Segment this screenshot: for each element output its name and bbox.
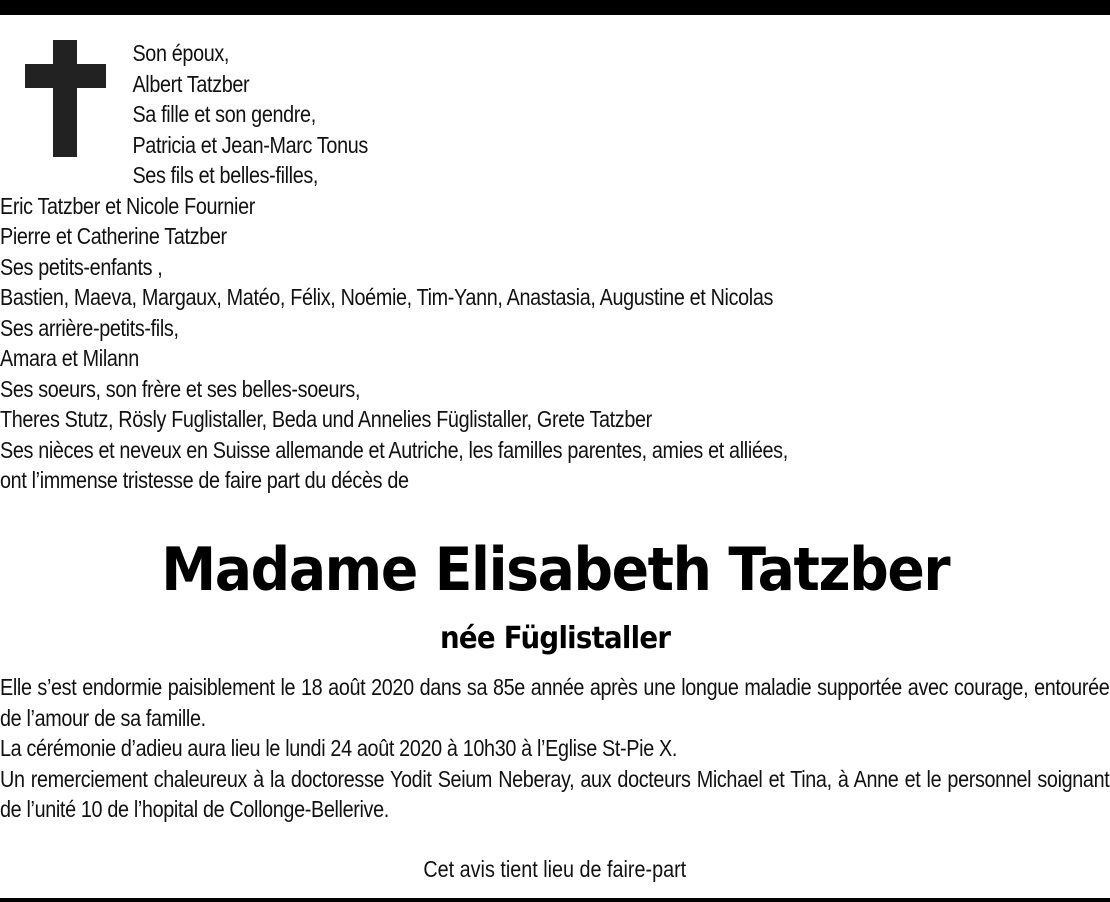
maiden-name	[0, 618, 1110, 660]
top-border-rule	[0, 0, 1110, 15]
family-line: Amara et Milann	[0, 345, 139, 371]
bottom-border-rule	[0, 898, 1110, 902]
family-line: Eric Tatzber et Nicole Fournier	[0, 192, 256, 219]
family-line: Albert Tatzber	[132, 70, 250, 97]
family-line: Ses fils et belles-filles,	[132, 162, 319, 188]
family-line: Theres Stutz, Rösly Fuglistaller, Beda und Annelies Füglistaller, Grete Tatzber	[0, 406, 652, 432]
family-line: ont l’immense tristesse de faire part du décès de	[0, 467, 409, 493]
family-list	[0, 38, 946, 496]
family-line: Ses petits-enfants ,	[0, 253, 163, 280]
deceased-name	[0, 532, 1110, 608]
footer-note-text: Cet avis tient lieu de faire-part	[423, 856, 687, 882]
announcement-body	[0, 672, 1109, 825]
deceased-name-text: Madame Elisabeth Tatzber	[161, 535, 949, 605]
family-line: Ses soeurs, son frère et ses belles-soeurs,	[0, 375, 361, 402]
family-line: Ses arrière-petits-fils,	[0, 314, 179, 341]
family-line: Sa fille et son gendre,	[132, 101, 316, 127]
family-line: Pierre et Catherine Tatzber	[0, 223, 227, 249]
paragraph-passing: Elle s’est endormie paisiblement le 18 août 2020 dans sa 85e année après une longue maladie supportée avec courage, entourée de l’amour de sa famille.	[0, 674, 1110, 731]
family-line: Patricia et Jean-Marc Tonus	[132, 131, 368, 158]
paragraph-thanks: Un remerciement chaleureux à la doctoresse Yodit Seium Neberay, aux docteurs Michael et Tina, à Anne et le personnel soignant de l’unité 10 de l’hopital de Collonge-Bellerive.	[0, 765, 1110, 822]
family-line: Son époux,	[132, 40, 230, 66]
footer-note	[0, 854, 1110, 884]
paragraph-ceremony: La cérémonie d’adieu aura lieu le lundi 24 août 2020 à 10h30 à l’Eglise St-Pie X.	[0, 735, 678, 761]
maiden-name-text: née Füglistaller	[439, 621, 671, 656]
family-line: Bastien, Maeva, Margaux, Matéo, Félix, Noémie, Tim-Yann, Anastasia, Augustine et Nicolas	[0, 284, 774, 310]
family-line: Ses nièces et neveux en Suisse allemande et Autriche, les familles parentes, amies et alliées,	[0, 436, 788, 463]
